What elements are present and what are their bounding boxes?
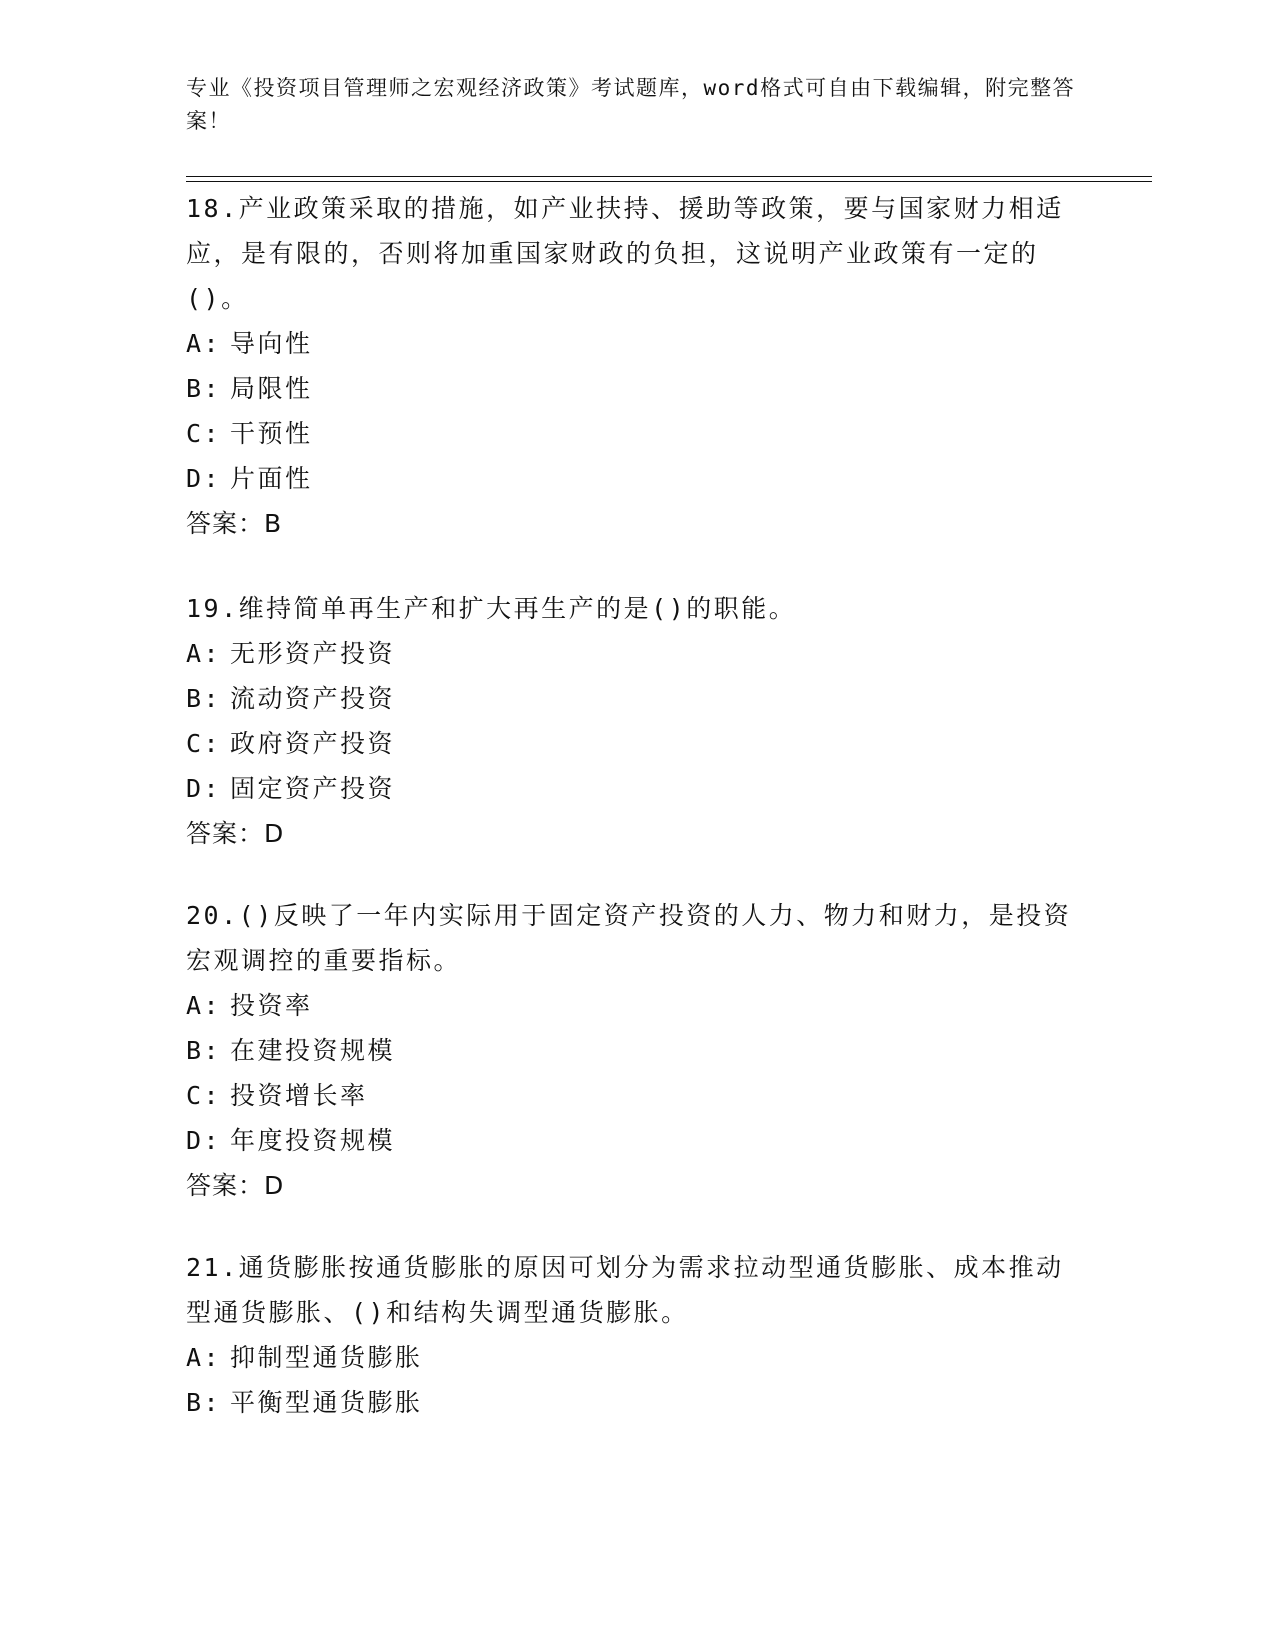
option-c — [186, 721, 1086, 766]
option-c — [186, 1073, 1086, 1118]
option-text: 投资增长率 — [230, 1081, 368, 1110]
option-text: 在建投资规模 — [230, 1036, 396, 1065]
answer-line: 答案：B — [186, 509, 283, 538]
option-text: 干预性 — [230, 419, 313, 448]
header-divider-bottom — [186, 181, 1152, 182]
option-text: 年度投资规模 — [230, 1126, 396, 1155]
option-text: 政府资产投资 — [230, 729, 396, 758]
option-a — [186, 321, 1086, 366]
option-d — [186, 766, 1086, 811]
header-divider-top — [186, 176, 1152, 177]
question-20 — [186, 893, 1086, 1208]
option-text: 流动资产投资 — [230, 684, 396, 713]
question-stem: 18.产业政策采取的措施，如产业扶持、援助等政策，要与国家财力相适应，是有限的，否则将加重国家财政的负担，这说明产业政策有一定的()。 — [186, 194, 1064, 313]
option-c — [186, 411, 1086, 456]
option-b — [186, 1380, 1086, 1425]
option-label: A: — [186, 329, 222, 358]
option-d — [186, 456, 1086, 501]
question-stem: 19.维持简单再生产和扩大再生产的是()的职能。 — [186, 594, 797, 623]
option-a — [186, 983, 1086, 1028]
option-label: B: — [186, 1036, 222, 1065]
option-label: D: — [186, 464, 222, 493]
answer-line: 答案：D — [186, 819, 285, 848]
option-b — [186, 676, 1086, 721]
option-label: A: — [186, 991, 222, 1020]
option-b — [186, 1028, 1086, 1073]
option-label: D: — [186, 774, 222, 803]
option-text: 导向性 — [230, 329, 313, 358]
option-b — [186, 366, 1086, 411]
option-a — [186, 1335, 1086, 1380]
option-label: B: — [186, 374, 222, 403]
question-19 — [186, 586, 1086, 856]
document-header — [186, 72, 1086, 138]
answer-line: 答案：D — [186, 1171, 285, 1200]
option-text: 投资率 — [230, 991, 313, 1020]
option-label: A: — [186, 639, 222, 668]
option-text: 平衡型通货膨胀 — [230, 1388, 423, 1417]
option-text: 抑制型通货膨胀 — [230, 1343, 423, 1372]
option-label: C: — [186, 419, 222, 448]
option-a — [186, 631, 1086, 676]
question-18 — [186, 186, 1086, 546]
header-intro-text: 专业《投资项目管理师之宏观经济政策》考试题库，word格式可自由下载编辑，附完整答案！ — [186, 76, 1076, 133]
question-stem: 21.通货膨胀按通货膨胀的原因可划分为需求拉动型通货膨胀、成本推动型通货膨胀、()和结构失调型通货膨胀。 — [186, 1253, 1064, 1327]
option-label: B: — [186, 684, 222, 713]
option-text: 无形资产投资 — [230, 639, 396, 668]
option-label: B: — [186, 1388, 222, 1417]
option-text: 固定资产投资 — [230, 774, 396, 803]
option-label: D: — [186, 1126, 222, 1155]
question-stem: 20.()反映了一年内实际用于固定资产投资的人力、物力和财力，是投资宏观调控的重要指标。 — [186, 901, 1072, 975]
option-text: 局限性 — [230, 374, 313, 403]
option-label: A: — [186, 1343, 222, 1372]
option-text: 片面性 — [230, 464, 313, 493]
option-label: C: — [186, 1081, 222, 1110]
option-label: C: — [186, 729, 222, 758]
question-21 — [186, 1245, 1086, 1425]
option-d — [186, 1118, 1086, 1163]
